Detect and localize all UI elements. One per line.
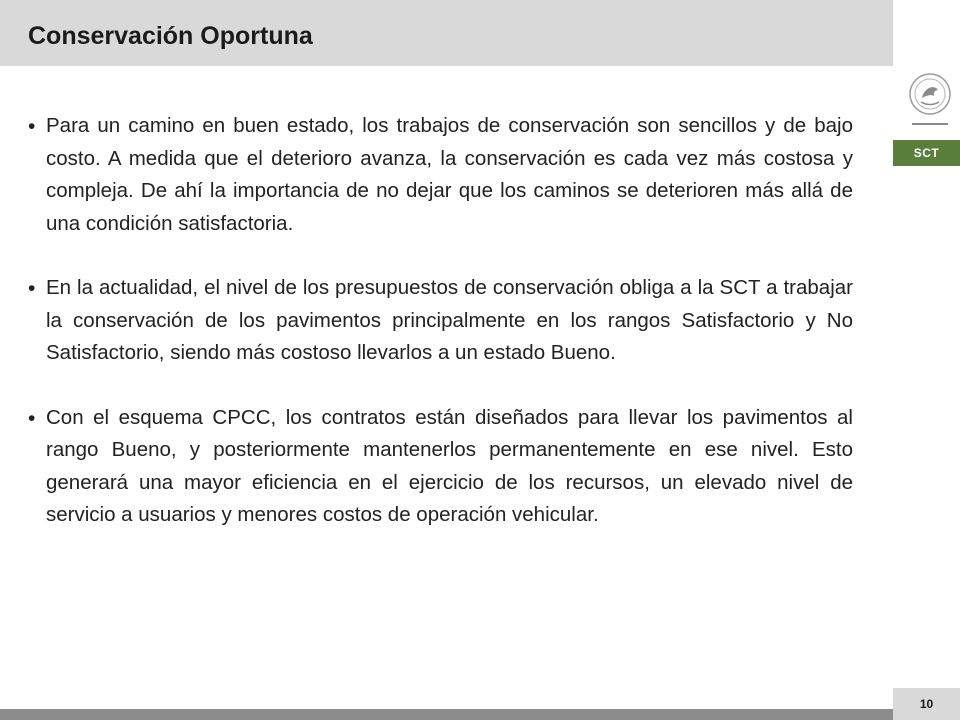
bullet-dot-icon: • — [28, 277, 36, 300]
bullet-text: Para un camino en buen estado, los trabajos de conservación son sencillos y de bajo costo. A medida que el deterioro avanza, la conservación es cada vez más costosa y compleja. De ahí la importancia de no dejar que los caminos se deterioren más allá de una condición satisfactoria. — [46, 114, 853, 235]
bullet-item — [28, 272, 853, 370]
sct-badge: SCT — [893, 140, 960, 166]
footer-bar — [0, 709, 893, 720]
header-bar — [0, 0, 893, 66]
bullet-dot-icon: • — [28, 115, 36, 138]
page-number: 10 — [893, 688, 960, 720]
bullet-text: En la actualidad, el nivel de los presupuestos de conservación obliga a la SCT a trabajar la conservación de los pavimentos principalmente en los rangos Satisfactorio y No Satisfactorio, siendo más costoso llevarlos a un estado Bueno. — [46, 276, 853, 364]
slide-content — [28, 110, 853, 564]
bullet-dot-icon: • — [28, 406, 36, 430]
bullet-text: Con el esquema CPCC, los contratos están diseñados para llevar los pavimentos al rango Bueno, y posteriormente mantenerlos permanentemente en ese nivel. Esto generará una mayor eficiencia en el ejercicio de los recursos, un elevado nivel de servicio a usuarios y menores costos de operación vehicular. — [46, 405, 853, 526]
slide-title: Conservación Oportuna — [28, 22, 313, 50]
mexican-coat-of-arms-seal-icon — [908, 72, 952, 128]
bullet-item — [28, 402, 853, 532]
bullet-item — [28, 110, 853, 240]
